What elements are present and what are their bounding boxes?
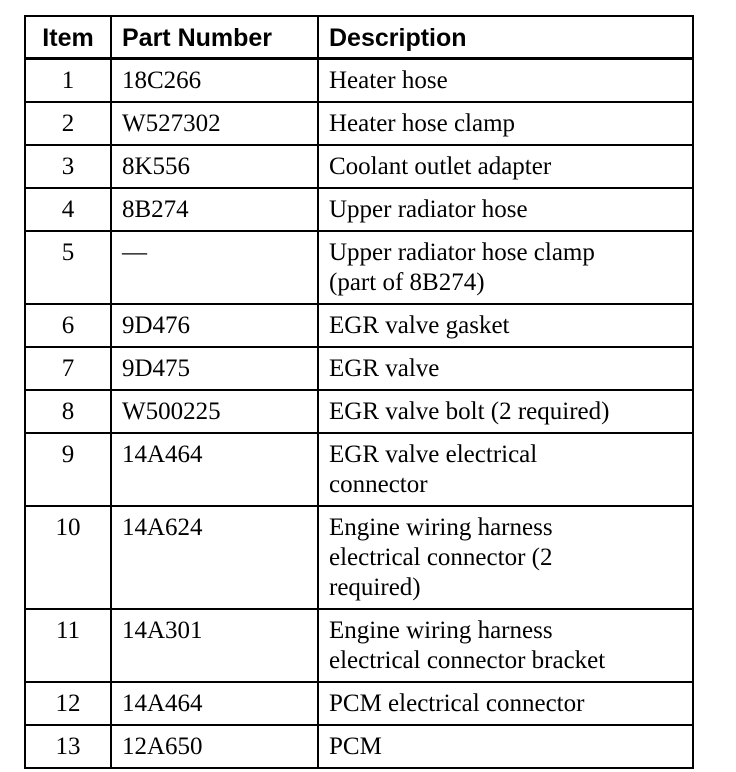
- description-line: Coolant outlet adapter: [329, 153, 552, 180]
- part-number-cell: 8B274: [111, 188, 318, 231]
- header-row: [25, 16, 693, 59]
- table-row: [25, 506, 693, 609]
- table-row: [25, 59, 693, 103]
- item-number-cell: 4: [25, 188, 111, 231]
- description-cell: [318, 188, 693, 231]
- description-cell: [318, 231, 693, 304]
- description-line: Upper radiator hose clamp: [329, 239, 595, 266]
- description-line: PCM: [329, 733, 382, 760]
- description-line: Engine wiring harness: [329, 617, 553, 644]
- item-number-cell: 12: [25, 682, 111, 725]
- item-number-cell: 2: [25, 102, 111, 145]
- table-body: [25, 59, 693, 769]
- part-number-cell: 9D475: [111, 347, 318, 390]
- part-number-cell: 18C266: [111, 59, 318, 103]
- description-cell: [318, 682, 693, 725]
- part-number-cell: 14A464: [111, 433, 318, 506]
- part-number-cell: 8K556: [111, 145, 318, 188]
- part-number-cell: W527302: [111, 102, 318, 145]
- table-row: [25, 725, 693, 768]
- part-number-cell: 9D476: [111, 304, 318, 347]
- table-row: [25, 145, 693, 188]
- part-number-cell: 14A301: [111, 609, 318, 682]
- description-cell: [318, 609, 693, 682]
- description-line: EGR valve electrical: [329, 441, 538, 468]
- description-line: Heater hose: [329, 67, 448, 94]
- description-cell: [318, 433, 693, 506]
- table-row: [25, 682, 693, 725]
- item-number-cell: 5: [25, 231, 111, 304]
- item-number-cell: 7: [25, 347, 111, 390]
- description-line: PCM electrical connector: [329, 690, 585, 717]
- item-number-cell: 6: [25, 304, 111, 347]
- description-cell: [318, 304, 693, 347]
- description-line: Engine wiring harness: [329, 514, 553, 541]
- item-number-cell: 1: [25, 59, 111, 103]
- description-line: EGR valve gasket: [329, 312, 510, 339]
- description-line: Heater hose clamp: [329, 110, 516, 137]
- description-cell: [318, 390, 693, 433]
- description-cell: [318, 59, 693, 103]
- description-cell: [318, 506, 693, 609]
- description-cell: [318, 145, 693, 188]
- table-row: [25, 231, 693, 304]
- table-row: [25, 347, 693, 390]
- description-cell: [318, 725, 693, 768]
- part-number-cell: 14A624: [111, 506, 318, 609]
- table-row: [25, 188, 693, 231]
- header-description: Description: [318, 16, 693, 59]
- table-row: [25, 102, 693, 145]
- description-line: required): [329, 574, 421, 601]
- item-number-cell: 3: [25, 145, 111, 188]
- part-number-cell: 12A650: [111, 725, 318, 768]
- description-cell: [318, 102, 693, 145]
- part-number-cell: W500225: [111, 390, 318, 433]
- description-line: (part of 8B274): [329, 269, 485, 296]
- description-line: electrical connector bracket: [329, 647, 606, 674]
- part-number-cell: —: [111, 231, 318, 304]
- table-row: [25, 609, 693, 682]
- description-line: electrical connector (2: [329, 544, 553, 571]
- description-cell: [318, 347, 693, 390]
- description-line: Upper radiator hose: [329, 196, 528, 223]
- table-row: [25, 433, 693, 506]
- parts-table: [24, 15, 694, 769]
- description-line: connector: [329, 471, 428, 498]
- item-number-cell: 9: [25, 433, 111, 506]
- item-number-cell: 10: [25, 506, 111, 609]
- item-number-cell: 13: [25, 725, 111, 768]
- table-row: [25, 304, 693, 347]
- header-item: Item: [25, 16, 111, 59]
- description-line: EGR valve bolt (2 required): [329, 398, 610, 425]
- header-part-number: Part Number: [111, 16, 318, 59]
- part-number-cell: 14A464: [111, 682, 318, 725]
- item-number-cell: 11: [25, 609, 111, 682]
- item-number-cell: 8: [25, 390, 111, 433]
- description-line: EGR valve: [329, 355, 440, 382]
- table-row: [25, 390, 693, 433]
